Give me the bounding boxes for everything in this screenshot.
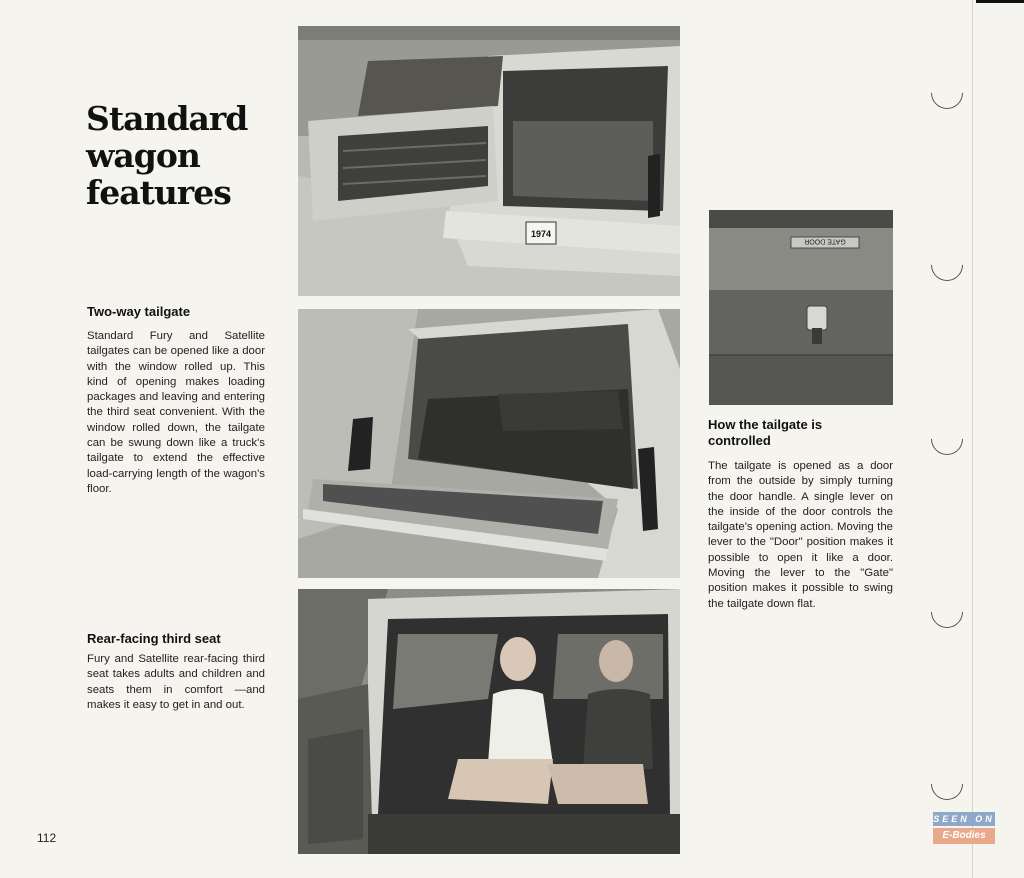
watermark-bottom: E-Bodies	[933, 828, 995, 844]
license-plate: 1974	[530, 229, 552, 239]
photo-third-seat	[298, 589, 680, 854]
page-corner-mark	[976, 0, 1024, 3]
watermark-logo	[933, 812, 995, 846]
photo-tailgate-gate-image	[298, 309, 680, 578]
tailgate-heading: Two-way tailgate	[87, 304, 191, 319]
control-heading: How the tailgate is controlled	[708, 417, 823, 448]
photo-tailgate-door-image	[298, 26, 680, 296]
binder-hole	[924, 70, 969, 115]
third-seat-heading: Rear-facing third seat	[87, 631, 221, 646]
page-number: 112	[37, 831, 57, 845]
title-line: features	[86, 173, 231, 212]
binder-hole	[924, 416, 969, 461]
binder-hole	[924, 761, 969, 806]
photo-tailgate-door	[298, 26, 680, 296]
tailgate-body: Standard Fury and Satellite tailgates can be opened like a door with the window rolled up. This kind of opening makes loading packages and leaving and entering the third seat convenient. With the window rolled down, the tailgate can be swung down like a truck's tailgate to extend the effective load-carrying length of the wagon's floor.	[87, 330, 265, 495]
photo-third-seat-image	[298, 589, 680, 854]
page-title	[86, 100, 286, 211]
third-seat-body: Fury and Satellite rear-facing third seat takes adults and children and seats them in comfort —and makes it easy to get in and out.	[87, 653, 265, 711]
title-line: wagon	[86, 136, 200, 175]
binder-hole	[924, 242, 969, 287]
binder-hole	[924, 589, 969, 634]
page-edge	[972, 0, 973, 878]
photo-tailgate-gate	[298, 309, 680, 578]
title-line: Standard	[86, 99, 248, 138]
photo-lever-closeup-image	[709, 210, 893, 405]
lever-label: GATE DOOR	[804, 237, 846, 245]
watermark-top: SEEN ON	[933, 814, 995, 824]
photo-lever-closeup	[709, 210, 893, 405]
control-body: The tailgate is opened as a door from the outside by simply turning the door handle. A single lever on the inside of the door controls the tailgate's opening action. Moving the lever to the "Door" position makes it possible to open it like a door. Moving the lever to the "Gate" position makes it possible to swing the tailgate down flat.	[708, 460, 893, 610]
